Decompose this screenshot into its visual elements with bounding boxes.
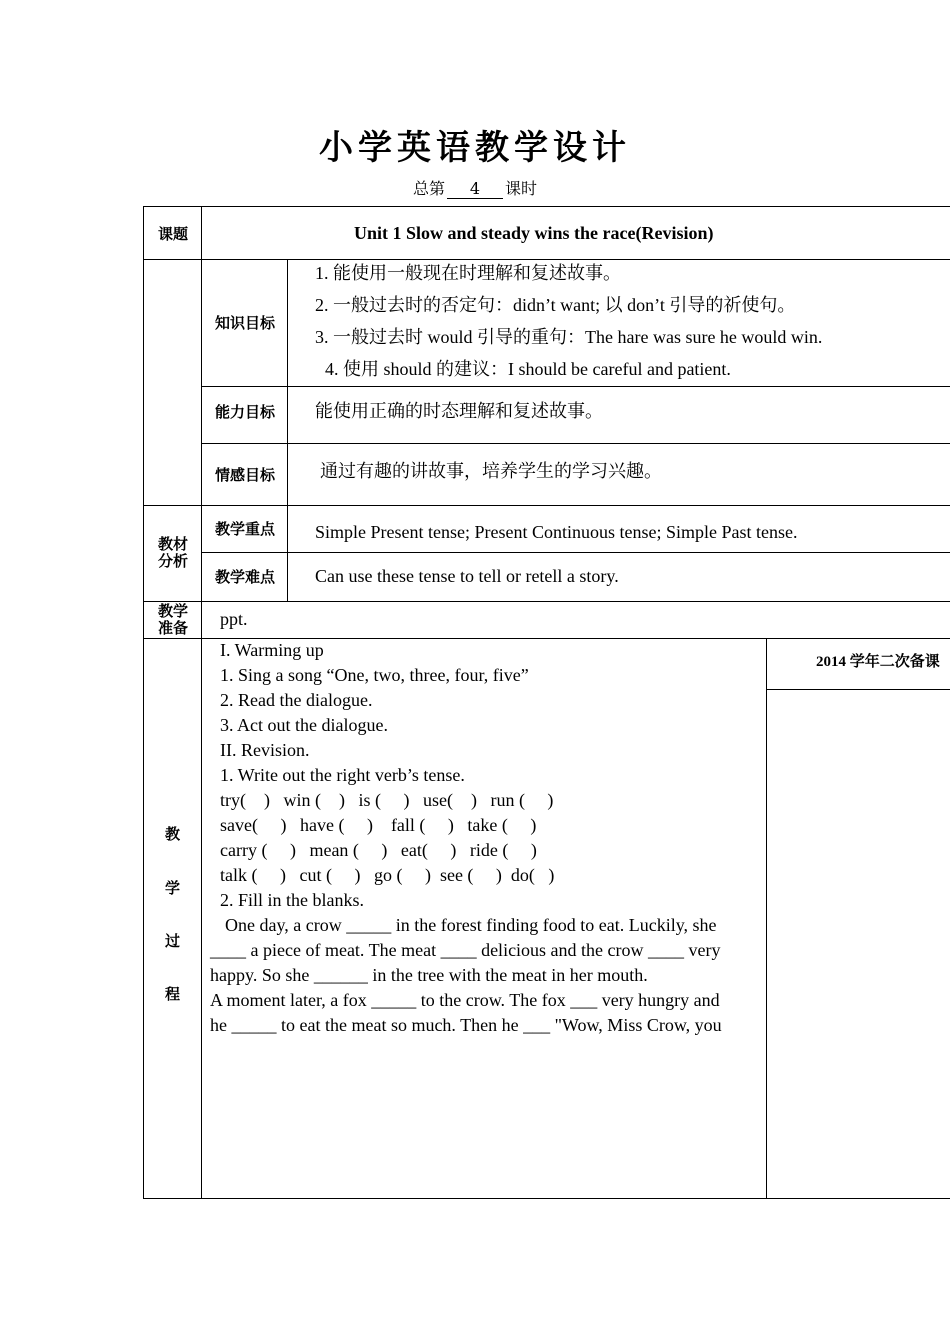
process-line: A moment later, a fox _____ to the crow. The fox ___ very hungry and [210, 990, 720, 1010]
key-point-label: 教学重点 [201, 505, 288, 553]
key-point-cell [287, 505, 950, 553]
emotion-goal-label: 情感目标 [201, 443, 288, 506]
lesson-number-line [0, 176, 950, 199]
side-header-text: 2014 学年二次备课 [816, 654, 940, 670]
prep-label [143, 601, 202, 639]
process-line: try( ) win ( ) is ( ) use( ) run ( ) [220, 790, 554, 810]
key-point-text: Simple Present tense; Present Continuous tense; Simple Past tense. [315, 522, 798, 542]
prep-text: ppt. [220, 609, 248, 629]
knowledge-item: 2. 一般过去时的否定句：didn’t want; 以 don’t 引导的祈使句。 [315, 295, 796, 315]
prep-label-line1: 教学 [157, 601, 188, 620]
side-header-cell [766, 638, 950, 690]
process-line: I. Warming up [220, 640, 324, 660]
process-line: One day, a crow _____ in the forest finding food to eat. Luckily, she [225, 915, 717, 935]
topic-value: Unit 1 Slow and steady wins the race(Revision) [201, 206, 950, 260]
process-line: 2. Fill in the blanks. [220, 890, 364, 910]
difficult-point-label: 教学难点 [201, 552, 288, 602]
process-line: 3. Act out the dialogue. [220, 715, 388, 735]
process-label-char: 程 [165, 985, 181, 1003]
ability-goal-text: 能使用正确的时态理解和复述故事。 [315, 401, 603, 421]
knowledge-goal-cell [287, 259, 950, 387]
process-label-char: 过 [165, 932, 181, 950]
prep-label-line2: 准备 [157, 618, 188, 637]
analysis-label [143, 505, 202, 602]
process-line: carry ( ) mean ( ) eat( ) ride ( ) [220, 840, 537, 860]
analysis-label-line2: 分析 [157, 552, 188, 570]
knowledge-goal-label: 知识目标 [201, 259, 288, 387]
process-line: he _____ to eat the meat so much. Then he ___ "Wow, Miss Crow, you [210, 1015, 722, 1035]
emotion-goal-cell [287, 443, 950, 506]
lesson-number: 4 [447, 179, 503, 199]
lesson-suffix: 课时 [505, 179, 538, 198]
process-line: talk ( ) cut ( ) go ( ) see ( ) do( ) [220, 865, 555, 885]
process-label-cell [143, 638, 202, 1199]
process-content-cell [201, 638, 767, 1199]
prep-cell [201, 601, 950, 639]
process-line: ____ a piece of meat. The meat ____ delicious and the crow ____ very [210, 940, 721, 960]
analysis-label-line1: 教材 [157, 535, 188, 553]
emotion-goal-text: 通过有趣的讲故事，培养学生的学习兴趣。 [320, 461, 662, 481]
page-title: 小学英语教学设计 [319, 128, 631, 168]
difficult-point-cell [287, 552, 950, 602]
ability-goal-cell [287, 386, 950, 444]
process-label-char: 学 [165, 879, 181, 897]
difficult-point-text: Can use these tense to tell or retell a story. [315, 566, 619, 586]
knowledge-item: 1. 能使用一般现在时理解和复述故事。 [315, 263, 621, 283]
process-line: 1. Sing a song “One, two, three, four, five” [220, 665, 529, 685]
knowledge-item: 3. 一般过去时 would 引导的重句：The hare was sure he would win. [315, 327, 823, 347]
side-notes-cell [766, 689, 950, 1199]
process-label-char: 教 [165, 825, 181, 843]
objectives-label-cell [143, 259, 202, 506]
process-line: save( ) have ( ) fall ( ) take ( ) [220, 815, 537, 835]
process-line: happy. So she ______ in the tree with the meat in her mouth. [210, 965, 648, 985]
topic-label: 课题 [143, 206, 202, 260]
process-line: II. Revision. [220, 740, 310, 760]
knowledge-item: 4. 使用 should 的建议：I should be careful and patient. [325, 359, 731, 379]
process-line: 2. Read the dialogue. [220, 690, 373, 710]
process-line: 1. Write out the right verb’s tense. [220, 765, 465, 785]
lesson-prefix: 总第 [412, 179, 445, 198]
ability-goal-label: 能力目标 [201, 386, 288, 444]
